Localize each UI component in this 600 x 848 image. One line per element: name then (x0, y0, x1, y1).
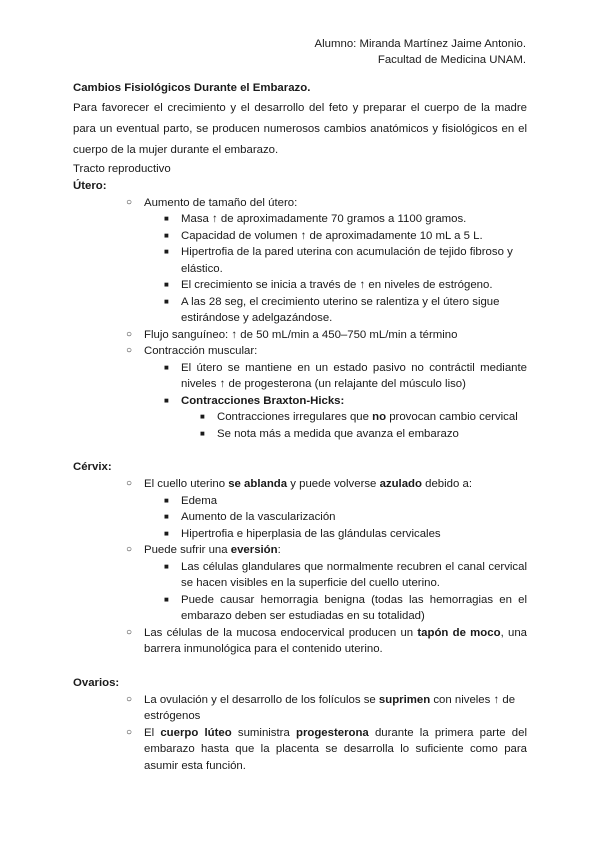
uterus-size-item (126, 195, 527, 212)
uterus-growth-text: El crecimiento se inicia a través de ↑ en niveles de estrógeno. (181, 279, 493, 291)
cervix-vasc-text: Aumento de la vascularización (181, 511, 336, 523)
ovaries-ov-c: con niveles ↑ de estrógenos (144, 693, 516, 722)
cervix-edema-item (164, 493, 527, 510)
cervix-heading: Cérvix: (73, 461, 112, 473)
square-bullet-icon: ■ (164, 362, 169, 372)
cervix-bleeding-text: Puede causar hemorragia benigna (todas las hemorragias en el embarazo deben ser estudiadas en su totalidad) (181, 593, 527, 622)
uterus-hypertrophy-text: Hipertrofia de la pared uterina con acumulación de tejido fibroso y elástico. (181, 246, 513, 275)
cervix-soft-b: se ablanda (228, 478, 288, 490)
cervix-soft-d: azulado (379, 478, 422, 490)
cervix-muc-a: Las células de la mucosa endocervical producen un (144, 626, 418, 639)
cervix-muc-b: tapón de moco (417, 626, 501, 639)
uterus-week28-item (164, 294, 527, 327)
intro-paragraph: Para favorecer el crecimiento y el desarrollo del feto y preparar el cuerpo de la madre para un eventual parto, se producen numerosos cambios anatómicos y fisiológicos en el cuerpo de la mujer durante el embarazo. (73, 102, 527, 156)
spacer (73, 442, 527, 459)
uterus-mass-item (164, 211, 527, 228)
circle-bullet-icon: ○ (126, 478, 133, 489)
cervix-soft-c: y puede volverse (287, 478, 380, 490)
ovaries-ov-b: suprimen (378, 693, 431, 706)
uterus-hypertrophy-item (164, 244, 527, 277)
square-bullet-icon: ■ (164, 528, 169, 538)
cervix-muc-c: , una barrera inmunológica para el contenido uterino. (144, 626, 527, 655)
document-body (73, 80, 527, 774)
uterus-contraction-text: Contracción muscular: (144, 345, 258, 357)
uterus-heading: Útero: (73, 179, 107, 192)
cervix-hyper-text: Hipertrofia e hiperplasia de las glándulas cervicales (181, 527, 441, 540)
cervix-glandular-item (164, 559, 527, 592)
student-name: Alumno: Miranda Martínez Jaime Antonio. (314, 38, 526, 50)
spacer (73, 658, 527, 675)
circle-bullet-icon: ○ (126, 726, 133, 738)
uterus-volume-item (164, 228, 527, 245)
square-bullet-icon: ■ (164, 247, 169, 256)
document-title: Cambios Fisiológicos Durante el Embarazo. (73, 82, 311, 94)
cervix-soft-a: El cuello uterino (144, 478, 229, 490)
uterus-list (73, 195, 527, 443)
square-bullet-icon: ■ (164, 214, 169, 223)
cervix-glandular-text: Las células glandulares que normalmente recubren el canal cervical se hacen visibles en la superficie del cuello uterino. (181, 560, 527, 589)
uterus-passive-text: El útero se mantiene en un estado pasivo no contráctil mediante niveles ↑ de progesterona (un relajante del músculo liso) (181, 361, 527, 390)
circle-bullet-icon: ○ (126, 693, 133, 705)
uterus-mass-text: Masa ↑ de aproximadamente 70 gramos a 1100 gramos. (181, 213, 467, 225)
cervix-vasc-item (164, 509, 527, 526)
uterus-growth-item (164, 277, 527, 294)
ovaries-heading: Ovarios: (73, 676, 120, 689)
cervix-soft-item (126, 476, 527, 493)
cervix-soft-e: debido a: (421, 478, 473, 490)
irregular-text-b: no (372, 411, 387, 423)
square-bullet-icon: ■ (164, 280, 169, 289)
braxton-hicks-text: Contracciones Braxton-Hicks: (181, 394, 345, 407)
ovaries-cl-b: cuerpo lúteo (160, 726, 232, 739)
ovaries-suppress-item (126, 692, 527, 725)
uterus-flow-item (126, 327, 527, 344)
cervix-ev-b: eversión (230, 544, 278, 556)
document-header (315, 36, 526, 68)
square-bullet-icon: ■ (200, 412, 205, 421)
uterus-volume-text: Capacidad de volumen ↑ de aproximadamente 10 mL a 5 L. (181, 229, 483, 242)
uterus-contraction-item (126, 343, 527, 360)
tract-label: Tracto reproductivo (73, 163, 171, 175)
irregular-text-c: provocan cambio cervical (386, 411, 518, 423)
cervix-hyper-item (164, 526, 527, 543)
uterus-week28-text: A las 28 seg, el crecimiento uterino se ralentiza y el útero sigue estirándose y adelgazándose. (181, 295, 500, 324)
uterus-size-text: Aumento de tamaño del útero: (144, 196, 298, 209)
cervix-ev-a: Puede sufrir una (144, 544, 231, 556)
uterus-flow-text: Flujo sanguíneo: ↑ de 50 mL/min a 450–750 mL/min a término (144, 328, 458, 341)
irregular-contractions-item (200, 409, 527, 426)
square-bullet-icon: ■ (164, 512, 169, 521)
circle-bullet-icon: ○ (126, 196, 133, 208)
ovaries-cl-d: progesterona (295, 726, 369, 739)
cervix-bleeding-item (164, 592, 527, 625)
square-bullet-icon: ■ (164, 561, 169, 571)
uterus-passive-item (164, 360, 527, 393)
square-bullet-icon: ■ (164, 296, 169, 306)
braxton-hicks-item (164, 393, 527, 410)
square-bullet-icon: ■ (164, 495, 169, 505)
circle-bullet-icon: ○ (126, 626, 133, 638)
ovaries-cl-e: durante la primera parte del embarazo hasta que la placenta se desarrolla lo suficiente como para asumir esta función. (144, 726, 527, 772)
irregular-text-a: Contracciones irregulares que (217, 411, 373, 423)
cervix-eversion-item (126, 542, 527, 559)
ovaries-list (73, 692, 527, 775)
cervix-ev-c: : (277, 544, 281, 556)
corpus-luteum-item (126, 725, 527, 775)
noticed-text: Se nota más a medida que avanza el embarazo (217, 427, 459, 440)
cervix-edema-text: Edema (181, 494, 218, 507)
noticed-item (200, 426, 527, 443)
square-bullet-icon: ■ (164, 395, 169, 405)
square-bullet-icon: ■ (164, 594, 169, 604)
ovaries-ov-a: La ovulación y el desarrollo de los folículos se (144, 693, 379, 706)
square-bullet-icon: ■ (200, 428, 205, 438)
cervix-mucus-item (126, 625, 527, 658)
square-bullet-icon: ■ (164, 230, 169, 240)
faculty-name: Facultad de Medicina UNAM. (377, 54, 526, 66)
circle-bullet-icon: ○ (126, 345, 133, 356)
ovaries-cl-a: El (144, 726, 161, 739)
cervix-list (73, 476, 527, 658)
ovaries-cl-c: suministra (231, 726, 296, 739)
circle-bullet-icon: ○ (126, 544, 133, 555)
circle-bullet-icon: ○ (126, 328, 133, 340)
